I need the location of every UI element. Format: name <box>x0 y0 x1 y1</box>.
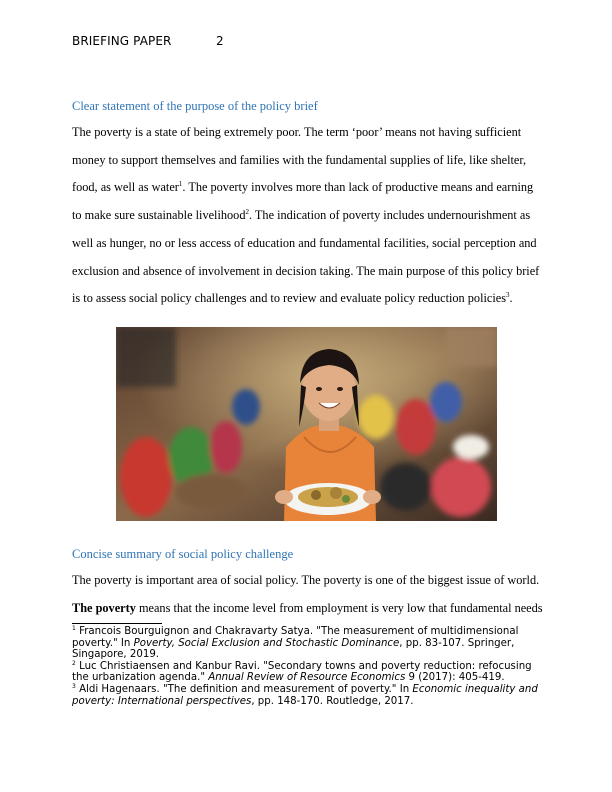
section-heading-purpose: Clear statement of the purpose of the policy brief <box>72 99 318 113</box>
footnote-ref-2[interactable]: 2 <box>245 208 249 217</box>
page-header <box>72 34 224 48</box>
challenge-paragraph: The poverty is important area of social policy. The poverty is one of the biggest issue of world. The poverty means that the income level from employment is very low that fundamental needs <box>72 573 543 615</box>
section-heading-challenge: Concise summary of social policy challenge <box>72 547 294 561</box>
footnote-ref-1[interactable]: 1 <box>178 180 183 189</box>
footnote-1: $^1$ Francois Bourguignon and Chakravarty Satya. "The measurement of multidimensional poverty." In Poverty, Social Exclusion and Stochastic Dominance, pp. 83-107. Springer, Singapore, 2019. <box>72 625 519 661</box>
footnote-3: $^3$ Aldi Hagenaars. "The definition and measurement of poverty." In Economic inequality and poverty: International perspectives, pp. 148-170. Routledge, 2017. <box>72 682 538 707</box>
page-number: 2 <box>216 34 224 48</box>
footnote-separator <box>72 623 162 624</box>
bold-term: The poverty <box>72 600 136 615</box>
purpose-paragraph: The poverty is a state of being extremely poor. The term ‘poor’ means not having sufficient money to support themselves and families with the fundamental supplies of life, like shelter, food, as well as water$^1$. The poverty involves more than lack of productive means and earning to make sure sustainable livelihood$^2$. The indication of poverty includes undernourishment as well as hunger, no or less access of education and fundamental facilities, social perception and exclusion and absence of involvement in decision taking. The main purpose of this policy brief is to assess social policy challenges and to review and evaluate policy reduction policies$^3$. <box>72 125 540 306</box>
footnotes <box>72 626 542 707</box>
girl-with-food-photo <box>116 327 497 521</box>
footnote-ref-3[interactable]: 3 <box>506 291 510 300</box>
header-title: BRIEFING PAPER <box>72 34 172 48</box>
footnote-2: $^2$ Luc Christiaensen and Kanbur Ravi. "Secondary towns and poverty reduction: refocusing the urbanization agenda." Annual Review of Resource Economics 9 (2017): 405-419. <box>72 659 532 684</box>
